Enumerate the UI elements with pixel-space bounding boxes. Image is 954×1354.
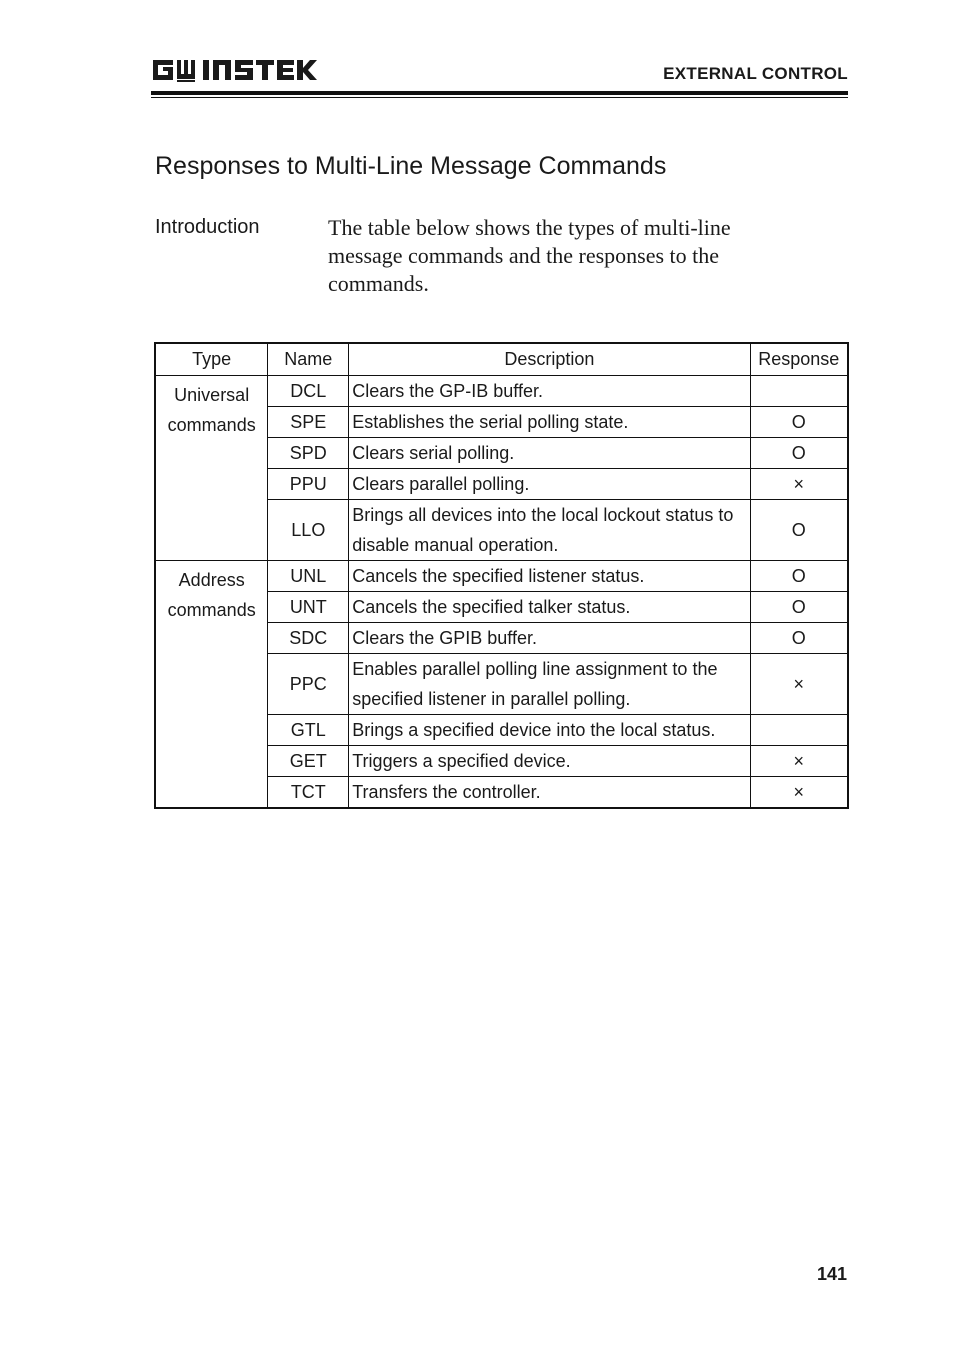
response-cell: O: [750, 592, 848, 623]
description-cell: Cancels the specified talker status.: [349, 592, 750, 623]
column-header-response: Response: [750, 343, 848, 376]
description-cell: Triggers a specified device.: [349, 746, 750, 777]
response-cell: O: [750, 561, 848, 592]
name-cell: SPD: [268, 438, 349, 469]
response-cell: [750, 715, 848, 746]
column-header-description: Description: [349, 343, 750, 376]
header-rule-thin: [151, 97, 848, 98]
description-cell: Transfers the controller.: [349, 777, 750, 809]
description-cell: Clears the GP-IB buffer.: [349, 376, 750, 407]
description-cell: Brings a specified device into the local status.: [349, 715, 750, 746]
name-cell: GET: [268, 746, 349, 777]
description-cell: Clears parallel polling.: [349, 469, 750, 500]
name-cell: DCL: [268, 376, 349, 407]
response-cell: O: [750, 438, 848, 469]
name-cell: UNL: [268, 561, 349, 592]
description-cell: Brings all devices into the local lockout status to disable manual operation.: [349, 500, 750, 561]
name-cell: SPE: [268, 407, 349, 438]
commands-table: [154, 342, 849, 809]
name-cell: SDC: [268, 623, 349, 654]
description-cell: Enables parallel polling line assignment to the specified listener in parallel polling.: [349, 654, 750, 715]
name-cell: UNT: [268, 592, 349, 623]
description-cell: Establishes the serial polling state.: [349, 407, 750, 438]
response-cell: O: [750, 623, 848, 654]
response-cell: O: [750, 500, 848, 561]
response-cell: ×: [750, 654, 848, 715]
response-cell: [750, 376, 848, 407]
column-header-type: Type: [155, 343, 268, 376]
section-name: EXTERNAL CONTROL: [663, 64, 848, 83]
name-cell: TCT: [268, 777, 349, 809]
response-cell: ×: [750, 469, 848, 500]
description-cell: Clears serial polling.: [349, 438, 750, 469]
name-cell: PPU: [268, 469, 349, 500]
page-title: Responses to Multi-Line Message Commands: [155, 152, 667, 180]
intro-label: Introduction: [155, 216, 260, 238]
page-header: [151, 52, 848, 100]
name-cell: PPC: [268, 654, 349, 715]
table-header-row: [155, 343, 848, 376]
name-cell: GTL: [268, 715, 349, 746]
brand-logo: [151, 56, 323, 82]
type-cell-address: Address commands: [155, 561, 268, 809]
intro-text: The table below shows the types of multi-line message commands and the responses to the commands.: [328, 215, 731, 296]
name-cell: LLO: [268, 500, 349, 561]
response-cell: ×: [750, 746, 848, 777]
table-row: [155, 561, 848, 592]
table-row: [155, 376, 848, 407]
response-cell: O: [750, 407, 848, 438]
column-header-name: Name: [268, 343, 349, 376]
type-cell-universal: Universal commands: [155, 376, 268, 561]
response-cell: ×: [750, 777, 848, 809]
description-cell: Clears the GPIB buffer.: [349, 623, 750, 654]
header-rule: [151, 91, 848, 95]
description-cell: Cancels the specified listener status.: [349, 561, 750, 592]
page-number: 141: [816, 1264, 847, 1284]
